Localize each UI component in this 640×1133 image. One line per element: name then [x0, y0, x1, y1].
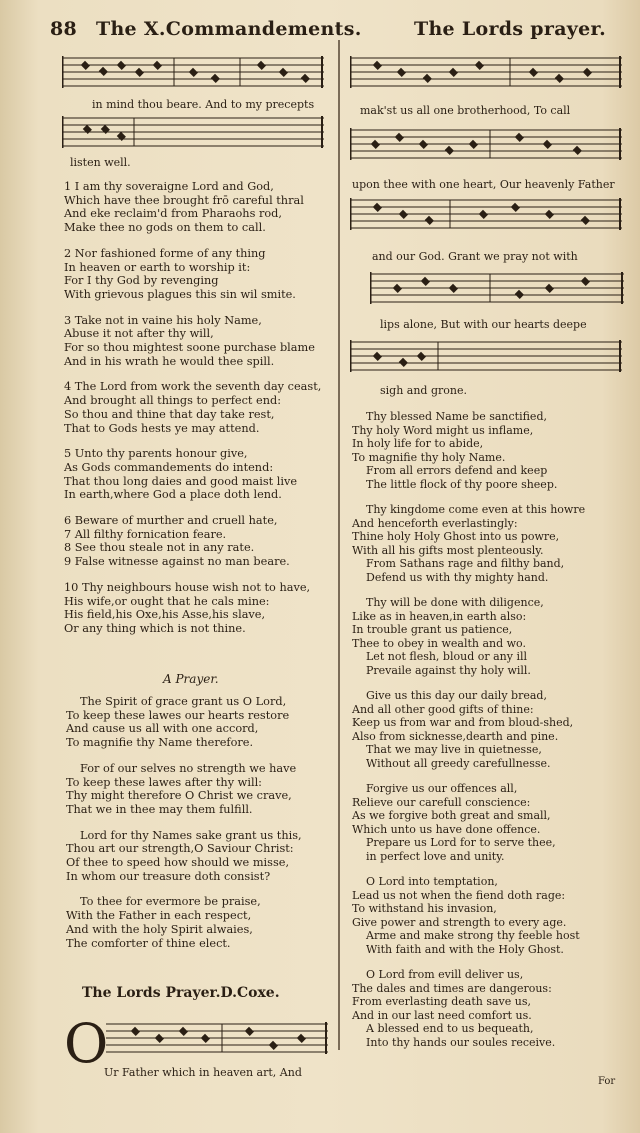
- decorated-initial-o: O: [64, 1012, 109, 1070]
- verse-line: Without all greedy carefullnesse.: [366, 756, 551, 770]
- verse-line: Arme and make strong thy feeble host: [366, 929, 580, 942]
- music-staff-left-2: [62, 113, 324, 153]
- verse-line: With grievous plagues this sin wil smite.: [64, 287, 296, 301]
- verse-line: For so thou mightest soone purchase blame: [64, 341, 315, 355]
- music-staff-left-1: [62, 52, 324, 94]
- music-staff-right-2: [350, 120, 622, 170]
- lyric-line: and our God. Grant we pray not with: [372, 250, 578, 263]
- verse-line: Prevaile against thy holy will.: [366, 663, 531, 677]
- verse-line: Which have thee brought frō careful thral: [64, 193, 304, 207]
- verse-line: Prepare us Lord for to serve thee,: [366, 836, 556, 849]
- verse-line: To magnifie thy Name therefore.: [66, 736, 254, 750]
- verse-line: In whom our treasure doth consist?: [66, 869, 271, 883]
- verse-line: 3 Take not in vaine his holy Name,: [64, 313, 262, 327]
- verse-line: And cause us all with one accord,: [66, 722, 259, 736]
- left-text-column: [64, 180, 321, 636]
- verse-line: And brought all things to perfect end:: [64, 394, 282, 408]
- verse-line: With the Father in each respect,: [66, 909, 252, 923]
- verse-line: 6 Beware of murther and cruell hate,: [64, 514, 278, 528]
- verse-line: As Gods commandements do intend:: [64, 460, 274, 474]
- verse-line: Abuse it not after thy will,: [64, 327, 214, 341]
- verse-line: In earth,where God a place doth lend.: [64, 488, 282, 502]
- verse-line: To magnifie thy holy Name.: [352, 450, 506, 464]
- verse-line: And with the holy Spirit alwaies,: [66, 922, 253, 936]
- verse-line: Like as in heaven,in earth also:: [352, 609, 527, 623]
- verse-line: That thou long daies and good maist live: [64, 474, 298, 488]
- verse-line: A blessed end to us bequeath,: [366, 1022, 534, 1035]
- verse-line: Into thy hands our soules receive.: [366, 1035, 556, 1049]
- verse-line: And in his wrath he would thee spill.: [64, 354, 275, 368]
- prayer-heading: A Prayer.: [163, 672, 219, 686]
- verse-line: With all his gifts most plenteously.: [352, 543, 544, 557]
- verse-line: O Lord into temptation,: [366, 875, 498, 888]
- verse-line: That we in thee may them fulfill.: [66, 802, 253, 816]
- verse-line: And in our last need comfort us.: [352, 1008, 532, 1022]
- right-running-title: The Lords prayer.: [414, 18, 607, 40]
- verse-line: 7 All filthy fornication feare.: [64, 527, 227, 541]
- music-staff-right-4: [370, 266, 624, 312]
- verse-line: Of thee to speed how should we misse,: [66, 856, 290, 870]
- verse-line: Thy holy Word might us inflame,: [352, 423, 534, 437]
- verse-line: 2 Nor fashioned forme of any thing: [64, 246, 266, 260]
- verse-line: 5 Unto thy parents honour give,: [64, 447, 248, 461]
- verse-line: Keep us from war and from bloud-shed,: [352, 716, 574, 729]
- column-divider: [338, 40, 340, 1050]
- verse-line: Thee to obey in wealth and wo.: [352, 636, 526, 650]
- verse-line: Or any thing which is not thine.: [64, 621, 246, 635]
- verse-line: 9 False witnesse against no man beare.: [64, 555, 290, 569]
- verse-line: That we may live in quietnesse,: [366, 743, 542, 756]
- verse-line: Thine holy Holy Ghost into us powre,: [352, 530, 560, 543]
- lyric-line: listen well.: [70, 156, 131, 169]
- verse-line: The comforter of thine elect.: [66, 936, 231, 950]
- verse-line: Forgive us our offences all,: [366, 782, 518, 795]
- verse-line: Also from sicknesse,dearth and pine.: [352, 729, 559, 743]
- verse-line: Give us this day our daily bread,: [366, 689, 547, 702]
- verse-line: To keep these lawes our hearts restore: [66, 708, 290, 722]
- verse-line: In heaven or earth to worship it:: [64, 260, 251, 274]
- lyric-line: sigh and grone.: [380, 384, 467, 397]
- lyric-line: upon thee with one heart, Our heavenly Father: [352, 178, 615, 191]
- verse-line: For of our selves no strength we have: [80, 761, 297, 775]
- verse-line: Lord for thy Names sake grant us this,: [80, 828, 302, 842]
- verse-line: Thy blessed Name be sanctified,: [366, 410, 547, 423]
- verse-line: Thy kingdome come even at this howre: [366, 503, 586, 516]
- verse-line: Thou art our strength,O Saviour Christ:: [66, 842, 294, 856]
- verse-line: To withstand his invasion,: [352, 902, 497, 915]
- page-number: 88: [50, 18, 78, 40]
- verse-line: Let not flesh, bloud or any ill: [366, 650, 528, 663]
- verse-line: Give power and strength to every age.: [352, 915, 567, 929]
- verse-line: The dales and times are dangerous:: [352, 981, 552, 995]
- verse-line: That to Gods hests ye may attend.: [64, 421, 260, 435]
- verse-line: His wife,or ought that he cals mine:: [64, 594, 270, 608]
- left-prayer-column: [66, 695, 302, 950]
- verse-line: To keep these lawes after thy will:: [66, 775, 262, 789]
- lyric-line: Ur Father which in heaven art, And: [104, 1066, 302, 1079]
- verse-line: The little flock of thy poore sheep.: [366, 477, 558, 491]
- music-staff-right-1: [350, 52, 622, 96]
- left-running-title: The X.Commandements.: [96, 18, 362, 40]
- verse-line: The Spirit of grace grant us O Lord,: [80, 695, 287, 708]
- music-staff-left-3: [62, 1012, 330, 1070]
- verse-line: 8 See thou steale not in any rate.: [64, 541, 255, 555]
- verse-line: In trouble grant us patience,: [352, 623, 513, 636]
- verse-line: Which unto us have done offence.: [352, 822, 541, 836]
- music-staff-right-3: [350, 192, 622, 240]
- verse-line: To thee for evermore be praise,: [80, 895, 261, 909]
- verse-line: Defend us with thy mighty hand.: [366, 570, 549, 584]
- verse-line: in perfect love and unity.: [366, 849, 505, 863]
- verse-line: For I thy God by revenging: [64, 274, 219, 288]
- verse-line: From all errors defend and keep: [366, 464, 548, 477]
- verse-line: Thy will be done with diligence,: [366, 596, 544, 609]
- verse-line: Relieve our carefull conscience:: [352, 795, 531, 809]
- music-staff-right-5: [350, 334, 622, 380]
- lyric-line: mak'st us all one brotherhood, To call: [360, 104, 571, 117]
- verse-line: From everlasting death save us,: [352, 995, 531, 1008]
- lyric-line: in mind thou beare. And to my precepts: [92, 98, 315, 111]
- verse-line: As we forgive both great and small,: [352, 809, 551, 822]
- verse-line: Thy might therefore O Christ we crave,: [66, 789, 292, 803]
- verse-line: 4 The Lord from work the seventh day ceast,: [64, 380, 322, 394]
- verse-line: Lead us not when the fiend doth rage:: [352, 888, 566, 902]
- verse-line: In holy life for to abide,: [352, 437, 484, 450]
- lyric-line: lips alone, But with our hearts deepe: [380, 318, 587, 331]
- verse-line: From Sathans rage and filthy band,: [366, 557, 565, 570]
- verse-line: 10 Thy neighbours house wish not to have,: [64, 580, 311, 594]
- verse-line: And eke reclaim'd from Pharaohs rod,: [64, 207, 283, 221]
- verse-line: And all other good gifts of thine:: [352, 702, 534, 716]
- verse-line: And henceforth everlastingly:: [352, 516, 518, 530]
- verse-line: 1 I am thy soveraigne Lord and God,: [64, 180, 274, 193]
- verse-line: His field,his Oxe,his Asse,his slave,: [64, 608, 266, 622]
- verse-line: Make thee no gods on them to call.: [64, 221, 266, 235]
- verse-line: O Lord from evill deliver us,: [366, 968, 524, 981]
- verse-line: With faith and with the Holy Ghost.: [366, 942, 564, 956]
- catchword: For: [598, 1076, 616, 1087]
- lords-prayer-title: The Lords Prayer.D.Coxe.: [82, 985, 280, 1001]
- right-text-column: [352, 410, 585, 1049]
- verse-line: So thou and thine that day take rest,: [64, 407, 275, 421]
